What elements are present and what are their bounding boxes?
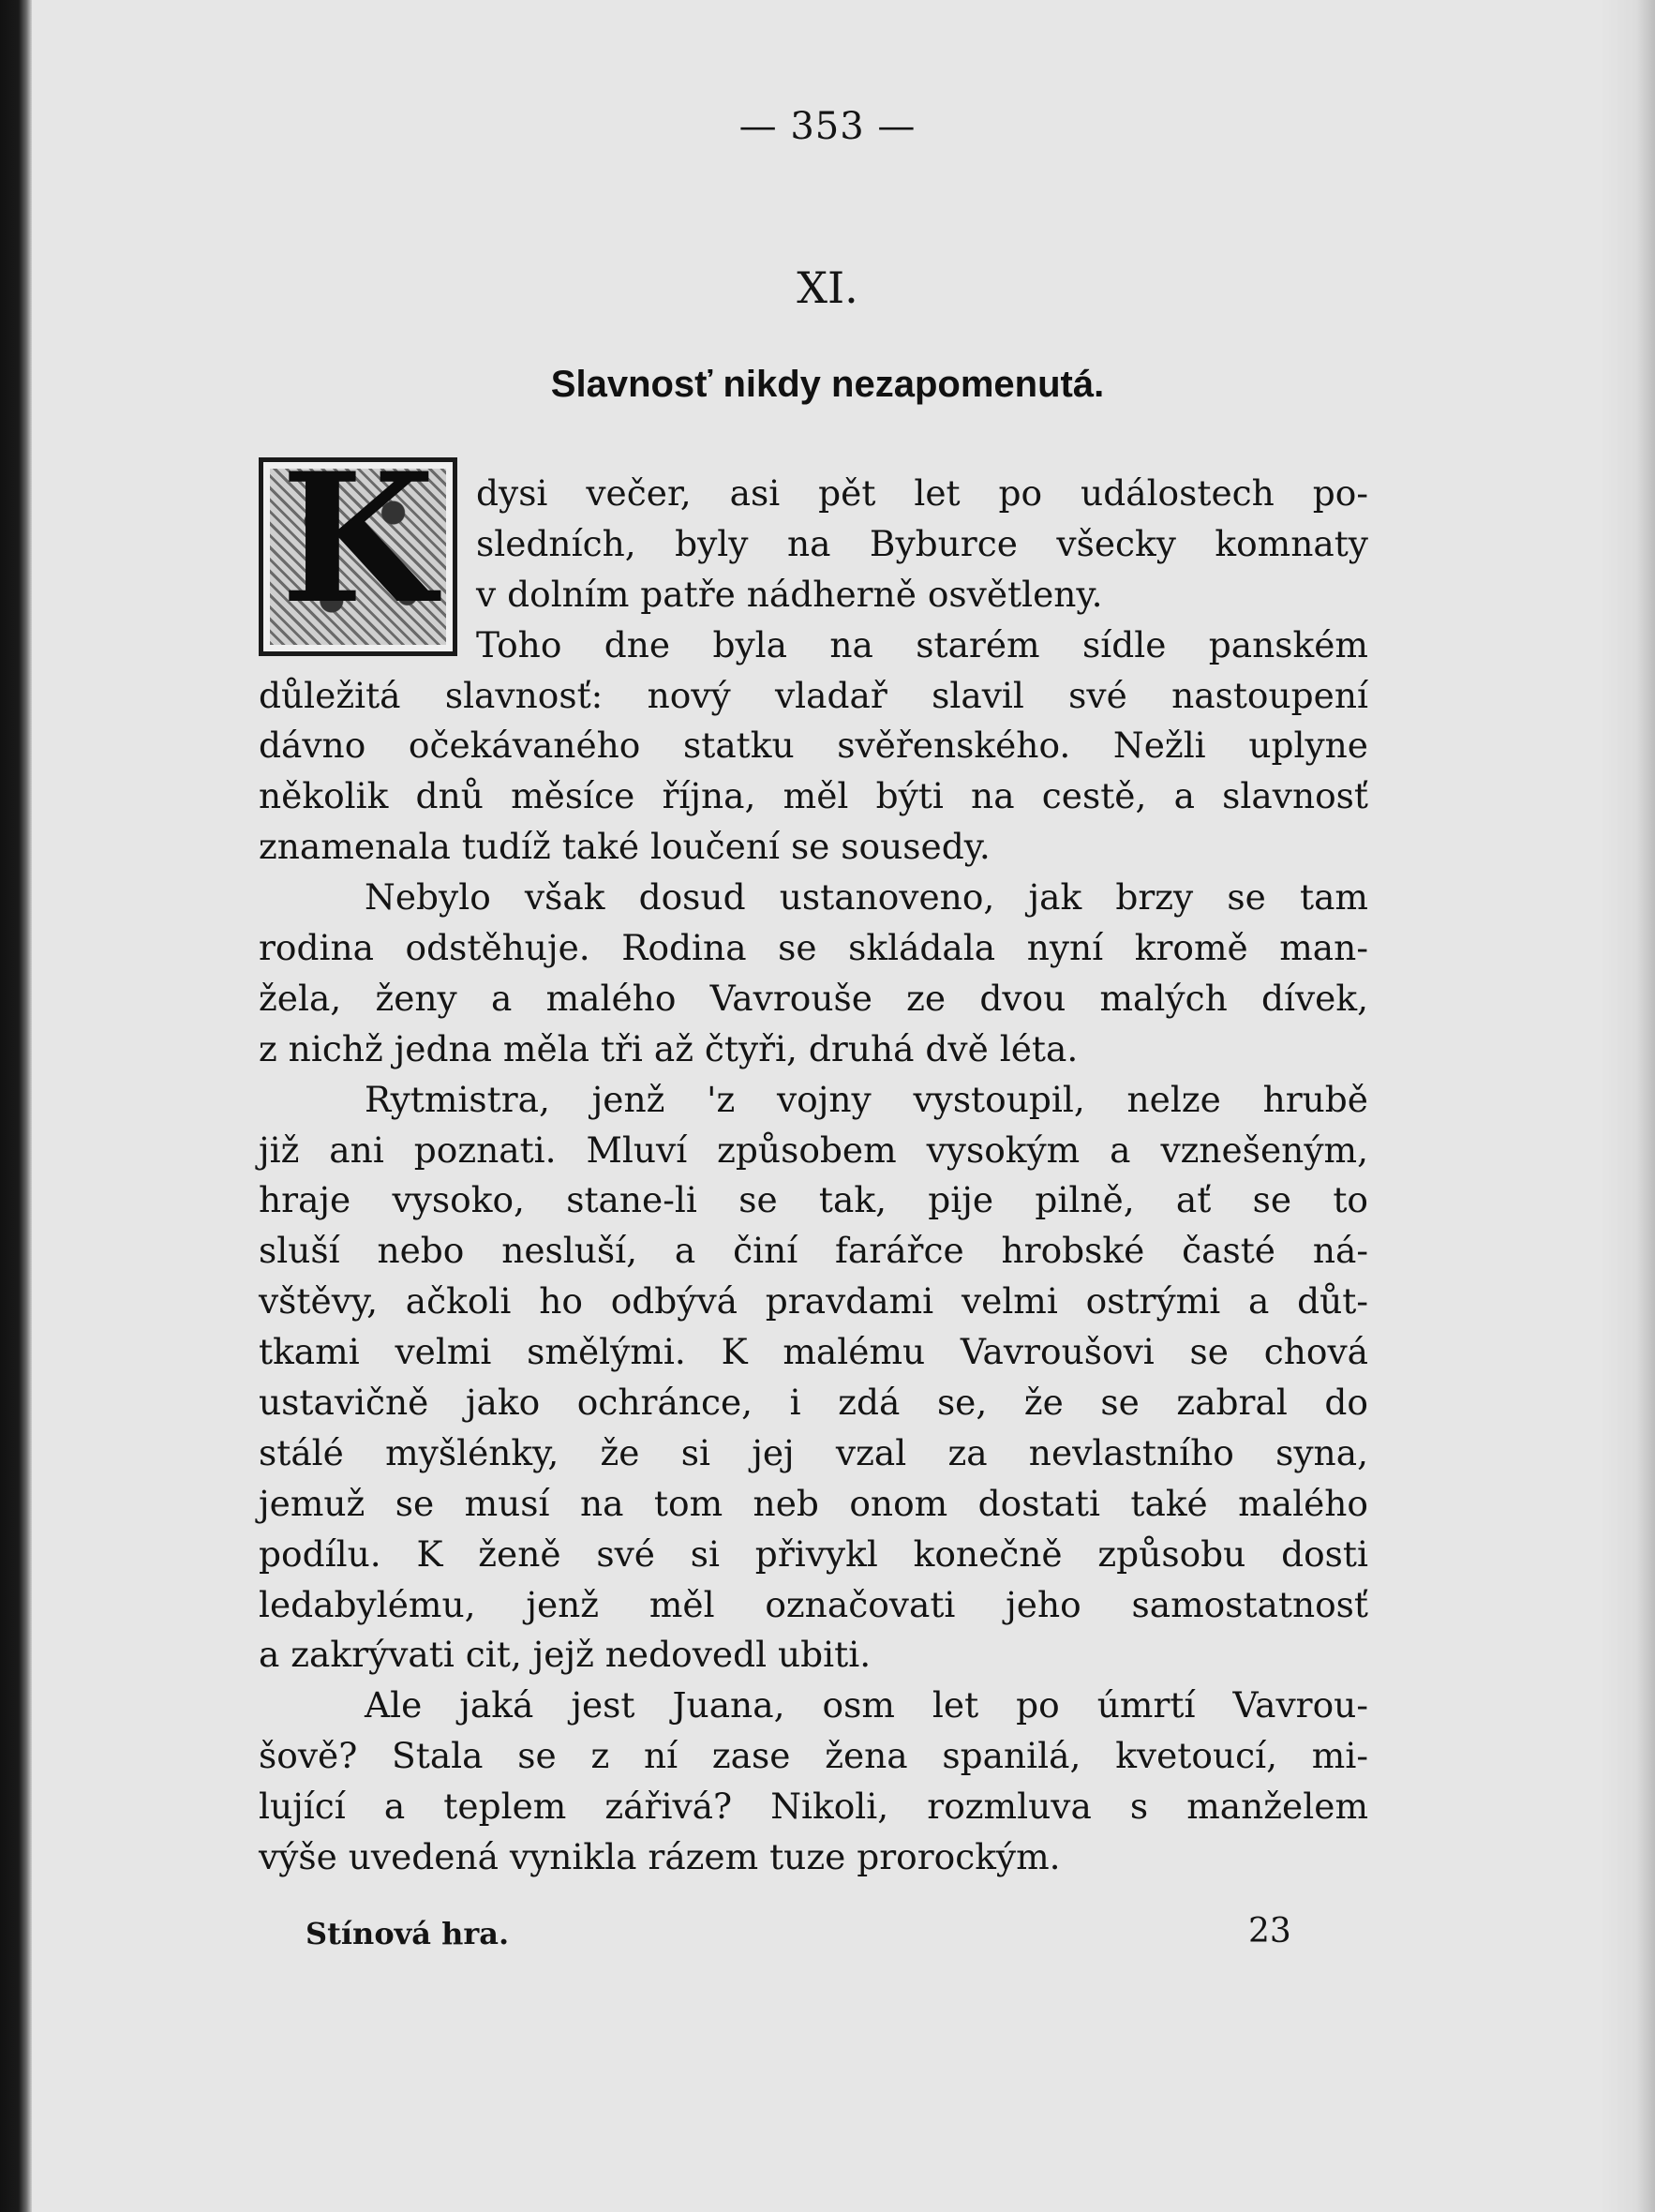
text-line: jemuž se musí na tom neb onom dostati také malého	[259, 1482, 1368, 1524]
text-line: ledabylému, jenž měl označovati jeho samostatnosť	[259, 1583, 1368, 1625]
text-line: rodina odstěhuje. Rodina se skládala nyní kromě man-	[259, 927, 1368, 969]
text-line: hraje vysoko, stane-li se tak, pije pilně, ať se to	[259, 1179, 1368, 1221]
page-right-edge	[1599, 0, 1655, 2212]
chapter-number: XI.	[797, 262, 858, 313]
text-line: Ale jaká jest Juana, osm let po úmrtí Vavrou-	[365, 1684, 1368, 1726]
text-line: dysi večer, asi pět let po událostech po-	[476, 472, 1368, 514]
page-binding-edge	[0, 0, 32, 2212]
text-line: již ani poznati. Mluví způsobem vysokým a vznešeným,	[259, 1128, 1368, 1171]
text-line: stálé myšlénky, že si jej vzal za nevlastního syna,	[259, 1431, 1368, 1473]
text-line: žela, ženy a malého Vavrouše ze dvou malých dívek,	[259, 977, 1368, 1019]
text-line: výše uvedená vynikla rázem tuze prorockým.	[259, 1836, 1061, 1878]
signature-mark: Stínová hra.	[306, 1916, 510, 1951]
text-line: ustavičně jako ochránce, i zdá se, že se zabral do	[259, 1382, 1368, 1424]
text-line: a zakrývati cit, jejž nedovedl ubiti.	[259, 1634, 872, 1676]
gathering-number: 23	[1248, 1912, 1291, 1950]
text-line: lující a teplem zářivá? Nikoli, rozmluva s manželem	[259, 1786, 1368, 1828]
text-line: Nebylo však dosud ustanoveno, jak brzy se tam	[365, 876, 1368, 919]
text-line: dávno očekávaného statku svěřenského. Nežli uplyne	[259, 725, 1368, 767]
page-number: — 353 —	[738, 105, 917, 148]
text-line: sluší nebo nesluší, a činí farářce hrobské časté ná-	[259, 1230, 1368, 1272]
chapter-title: Slavnosť nikdy nezapomenutá.	[550, 364, 1105, 405]
text-line: Rytmistra, jenž 'z vojny vystoupil, nelze hrubě	[365, 1078, 1368, 1120]
text-line: Toho dne byla na starém sídle panském	[476, 623, 1368, 665]
text-line: několik dnů měsíce října, měl býti na cestě, a slavnosť	[259, 775, 1368, 817]
text-line: vštěvy, ačkoli ho odbývá pravdami velmi ostrými a důt-	[259, 1280, 1368, 1323]
text-line: v dolním patře nádherně osvětleny.	[476, 573, 1103, 615]
text-line: tkami velmi smělými. K malému Vavroušovi se chová	[259, 1331, 1368, 1373]
text-line: podílu. K ženě své si přivykl konečně způsobu dosti	[259, 1532, 1368, 1575]
text-line: sledních, byly na Byburce všecky komnaty	[476, 522, 1368, 564]
text-line: důležitá slavnosť: nový vladař slavil své nastoupení	[259, 674, 1368, 716]
text-line: znamenala tudíž také loučení se sousedy.	[259, 826, 991, 868]
text-line: z nichž jedna měla tři až čtyři, druhá dvě léta.	[259, 1027, 1079, 1069]
drop-cap-letter: K	[280, 469, 436, 643]
text-line: šově? Stala se z ní zase žena spanilá, kvetoucí, mi-	[259, 1735, 1368, 1777]
body-text	[259, 469, 1368, 1883]
